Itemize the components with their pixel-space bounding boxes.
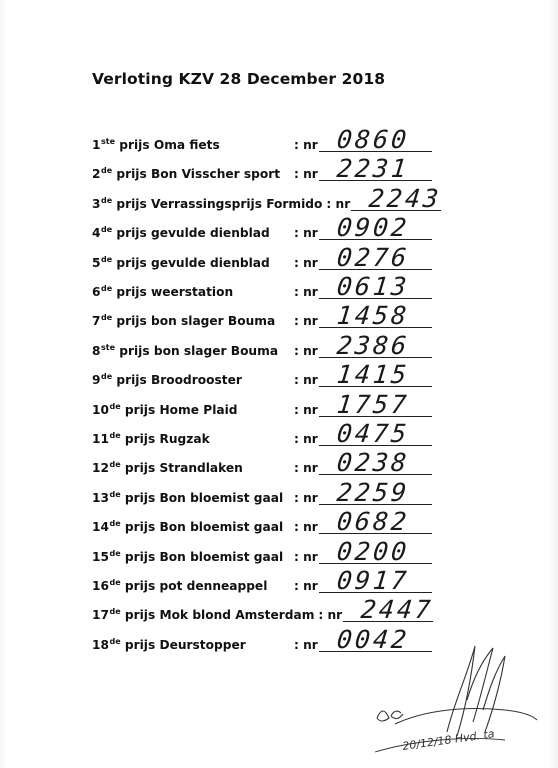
prize-word: prijs — [119, 343, 150, 358]
prize-label — [92, 519, 283, 534]
nr-label: : nr — [326, 196, 351, 211]
prize-ordinal-suffix: de — [109, 548, 121, 558]
nr-label: : nr — [294, 343, 318, 358]
prize-name: bon slager Bouma — [151, 314, 276, 329]
prize-ordinal-suffix: de — [109, 578, 121, 587]
handwritten-signature — [355, 640, 545, 765]
winning-number: 2259 — [335, 477, 411, 507]
document-title: Verloting KZV 28 December 2018 — [92, 70, 386, 88]
prize-label — [92, 431, 210, 446]
prize-name: Rugzak — [159, 432, 210, 446]
winning-number: 0042 — [335, 624, 411, 654]
prize-ordinal-suffix: de — [109, 519, 121, 529]
prize-ordinal: 13 — [92, 490, 109, 505]
prize-name: weerstation — [151, 285, 234, 299]
winning-number: 0200 — [335, 536, 411, 566]
prize-name: Bon bloemist gaal — [159, 520, 284, 535]
prize-ordinal: 2 — [92, 167, 101, 182]
nr-label: : nr — [294, 549, 318, 564]
prize-label — [92, 313, 275, 328]
prize-label — [92, 460, 243, 475]
prize-ordinal: 17 — [92, 608, 109, 623]
prize-row — [92, 566, 452, 597]
nr-label: : nr — [294, 637, 318, 652]
winning-number: 0917 — [335, 566, 411, 595]
prize-label — [92, 343, 278, 358]
prize-name: Bon Visscher sport — [151, 167, 281, 182]
winning-number: 2447 — [359, 595, 435, 625]
winning-number: 0276 — [335, 242, 411, 272]
nr-label: : nr — [294, 373, 318, 388]
prize-ordinal: 5 — [92, 255, 101, 270]
prize-label — [92, 402, 238, 417]
prize-ordinal-suffix: de — [109, 460, 121, 470]
prize-label — [92, 225, 270, 240]
nr-label: : nr — [294, 579, 318, 593]
winning-number: 1415 — [335, 360, 411, 390]
prize-ordinal-suffix: de — [109, 431, 121, 440]
prize-ordinal-suffix: ste — [100, 342, 115, 352]
prize-name: Mok blond Amsterdam — [159, 608, 315, 623]
prize-word: prijs — [124, 549, 156, 564]
prize-ordinal-suffix: ste — [100, 137, 115, 146]
prize-word: prijs — [124, 579, 156, 593]
prize-word: prijs — [124, 490, 156, 505]
nr-label: : nr — [294, 520, 318, 535]
prize-word: prijs — [116, 167, 147, 182]
prize-name: Home Plaid — [159, 402, 238, 417]
winning-number: 0613 — [335, 272, 411, 301]
prize-name: gevulde dienblad — [151, 255, 270, 270]
prize-ordinal: 14 — [92, 520, 109, 535]
prize-word: prijs — [124, 402, 156, 417]
prize-label — [92, 490, 283, 505]
prize-ordinal: 9 — [92, 373, 101, 388]
prize-name: Deurstopper — [159, 637, 246, 652]
prize-row — [92, 272, 452, 303]
winning-number: 0682 — [335, 507, 411, 537]
prize-ordinal: 12 — [92, 461, 109, 476]
prize-word: prijs — [124, 608, 156, 623]
prize-name: gevulde dienblad — [151, 226, 270, 241]
prize-word: prijs — [124, 637, 156, 652]
prize-row — [92, 477, 452, 509]
prize-row — [92, 330, 452, 362]
prize-ordinal-suffix: de — [100, 254, 113, 264]
prize-word: prijs — [116, 373, 147, 388]
winning-number: 1458 — [335, 301, 411, 331]
nr-label: : nr — [294, 490, 318, 505]
prize-name: Verrassingsprijs Formido — [151, 196, 323, 211]
prize-ordinal-suffix: de — [100, 166, 113, 176]
nr-label: : nr — [318, 608, 343, 623]
prize-ordinal: 3 — [92, 196, 101, 211]
winning-number: 2231 — [335, 154, 411, 184]
prize-word: prijs — [124, 520, 156, 535]
winning-number: 0902 — [335, 213, 411, 243]
prize-row — [92, 536, 452, 568]
prize-ordinal: 1 — [92, 138, 101, 152]
prize-name: pot denneappel — [159, 579, 268, 593]
prize-name: Strandlaken — [159, 461, 243, 476]
prize-label — [92, 549, 283, 564]
prize-row — [92, 242, 452, 274]
winning-number: 0238 — [335, 448, 411, 478]
prize-name: Oma fiets — [153, 138, 220, 152]
prize-word: prijs — [119, 138, 150, 152]
prize-label — [92, 166, 280, 181]
prize-label — [92, 607, 314, 622]
prize-ordinal-suffix: de — [109, 636, 121, 646]
prize-name: Bon bloemist gaal — [159, 490, 284, 505]
prize-word: prijs — [116, 314, 147, 329]
prize-ordinal-suffix: de — [100, 313, 113, 323]
prize-word: prijs — [116, 226, 147, 241]
nr-label: : nr — [294, 255, 318, 270]
prize-ordinal-suffix: de — [100, 195, 113, 205]
prize-ordinal: 6 — [92, 285, 101, 299]
prize-row — [92, 301, 452, 332]
prize-ordinal: 10 — [92, 402, 109, 417]
winning-number: 0475 — [335, 419, 411, 448]
prize-label — [92, 196, 322, 211]
winning-number: 1757 — [335, 389, 411, 419]
prize-ordinal-suffix: de — [109, 607, 121, 617]
prize-word: prijs — [116, 285, 147, 299]
prize-word: prijs — [116, 255, 147, 270]
nr-label: : nr — [294, 167, 318, 182]
prize-ordinal: 18 — [92, 637, 109, 652]
prize-ordinal-suffix: de — [100, 372, 113, 382]
nr-label: : nr — [294, 138, 318, 152]
prize-ordinal: 11 — [92, 432, 109, 446]
signature-date: 20/12/18 Hvd. ta — [401, 727, 496, 753]
prize-row — [92, 595, 452, 626]
prize-label — [92, 137, 220, 152]
prize-ordinal: 15 — [92, 549, 109, 564]
winning-number: 2243 — [367, 183, 443, 213]
prize-label — [92, 284, 233, 299]
prize-ordinal: 8 — [92, 343, 101, 358]
prize-word: prijs — [116, 196, 147, 211]
prize-ordinal-suffix: de — [100, 225, 113, 235]
prize-name: Bon bloemist gaal — [159, 549, 284, 564]
prize-row — [92, 213, 452, 244]
prize-ordinal: 7 — [92, 314, 101, 329]
prize-ordinal: 16 — [92, 579, 109, 593]
nr-label: : nr — [294, 461, 318, 476]
prize-row — [92, 419, 452, 450]
prize-label — [92, 372, 242, 387]
prize-ordinal-suffix: de — [100, 284, 113, 293]
winning-number: 0860 — [335, 125, 411, 154]
prize-row — [92, 125, 452, 156]
prize-ordinal: 4 — [92, 226, 101, 241]
nr-label: : nr — [294, 285, 318, 299]
prize-word: prijs — [124, 432, 156, 446]
prize-row — [92, 389, 452, 421]
prize-ordinal-suffix: de — [109, 401, 121, 411]
prize-word: prijs — [124, 461, 156, 476]
prize-row — [92, 154, 452, 185]
prize-name: Broodrooster — [151, 373, 242, 388]
winning-number: 2386 — [335, 330, 411, 360]
nr-label: : nr — [294, 314, 318, 329]
prize-name: bon slager Bouma — [153, 343, 279, 358]
prize-label — [92, 578, 267, 593]
prize-label — [92, 255, 270, 270]
prize-ordinal-suffix: de — [109, 489, 121, 499]
nr-label: : nr — [294, 402, 318, 417]
prize-label — [92, 637, 246, 652]
prize-row — [92, 507, 452, 538]
nr-label: : nr — [294, 226, 318, 241]
nr-label: : nr — [294, 432, 318, 446]
prize-row — [92, 448, 452, 479]
prize-row — [92, 360, 452, 391]
prize-row — [92, 183, 452, 215]
